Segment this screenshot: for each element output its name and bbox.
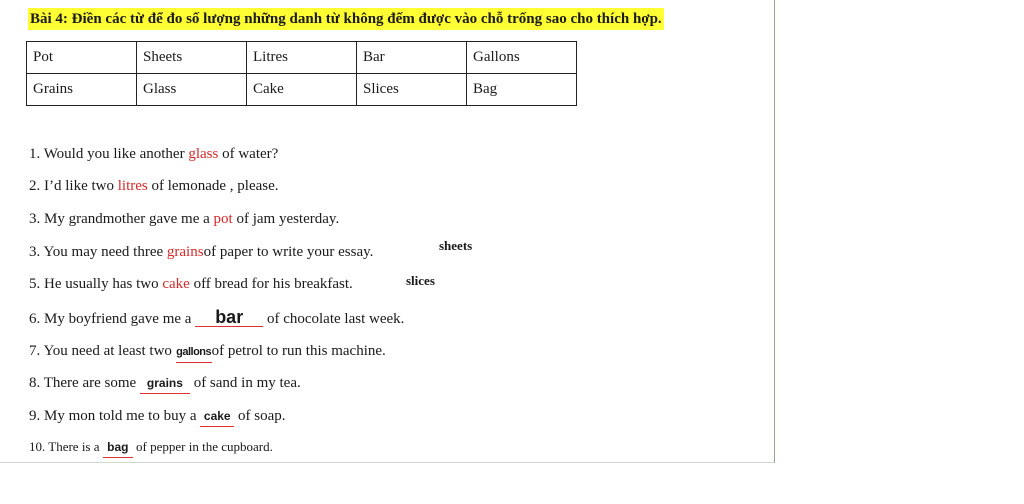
table-row [27,74,577,106]
question-text: of sand in my tea. [189,375,301,391]
question-text: 7. You need at least two [29,343,176,359]
question-text: 8. There are some [29,375,140,391]
answer-blank: grains [140,373,190,394]
table-cell: Cake [247,74,357,106]
table-cell: Gallons [467,42,577,74]
table-cell: Grains [27,74,137,106]
question-4 [29,242,373,262]
answer-text: glass [188,146,219,162]
question-text: of petrol to run this machine. [211,343,386,359]
table-cell: Bag [467,74,577,106]
answer-text: pot [213,211,233,227]
answer-text: grains [166,244,204,260]
table-cell: Sheets [137,42,247,74]
question-10 [29,437,273,458]
question-6 [29,308,404,329]
question-text: 9. My mon told me to buy a [29,408,201,424]
answer-text: cake [162,276,190,292]
question-text: of lemonade , please. [147,178,279,194]
question-text: of paper to write your essay. [203,244,374,260]
question-7 [29,341,386,363]
question-text: 1. Would you like another [29,146,189,162]
question-text: 3. My grandmother gave me a [29,211,214,227]
question-text: 10. There is a [29,439,103,454]
table-cell: Pot [27,42,137,74]
table-cell: Slices [357,74,467,106]
word-bank-table [26,41,577,106]
answer-blank: gallons [176,342,212,363]
answer-text: litres [117,178,148,194]
question-1 [29,144,278,164]
question-8 [29,373,301,394]
answer-blank: bag [103,437,133,458]
question-text: of pepper in the cupboard. [132,439,273,454]
handwritten-correction: slices [406,273,435,288]
handwritten-correction: sheets [439,238,473,253]
table-row [27,42,577,74]
exercise-title: Bài 4: Điền các từ để đo số lượng những danh từ không đếm được vào chỗ trống sao cho thích hợp. [28,8,664,30]
question-text: of jam yesterday. [232,211,340,227]
table-cell: Glass [137,74,247,106]
answer-blank: bar [195,308,263,327]
question-text: of water? [218,146,279,162]
question-text: 2. I’d like two [29,178,118,194]
table-cell: Bar [357,42,467,74]
table-cell: Litres [247,42,357,74]
question-text: 3. You may need three [29,244,167,260]
question-2 [29,176,279,196]
question-text: off bread for his breakfast. [189,276,353,292]
question-9 [29,406,286,427]
question-text: of chocolate last week. [263,311,405,327]
question-5 [29,274,353,294]
question-text: of soap. [234,408,286,424]
answer-blank: cake [200,406,234,427]
question-3 [29,209,339,229]
question-text: 5. He usually has two [29,276,163,292]
question-text: 6. My boyfriend gave me a [29,311,196,327]
